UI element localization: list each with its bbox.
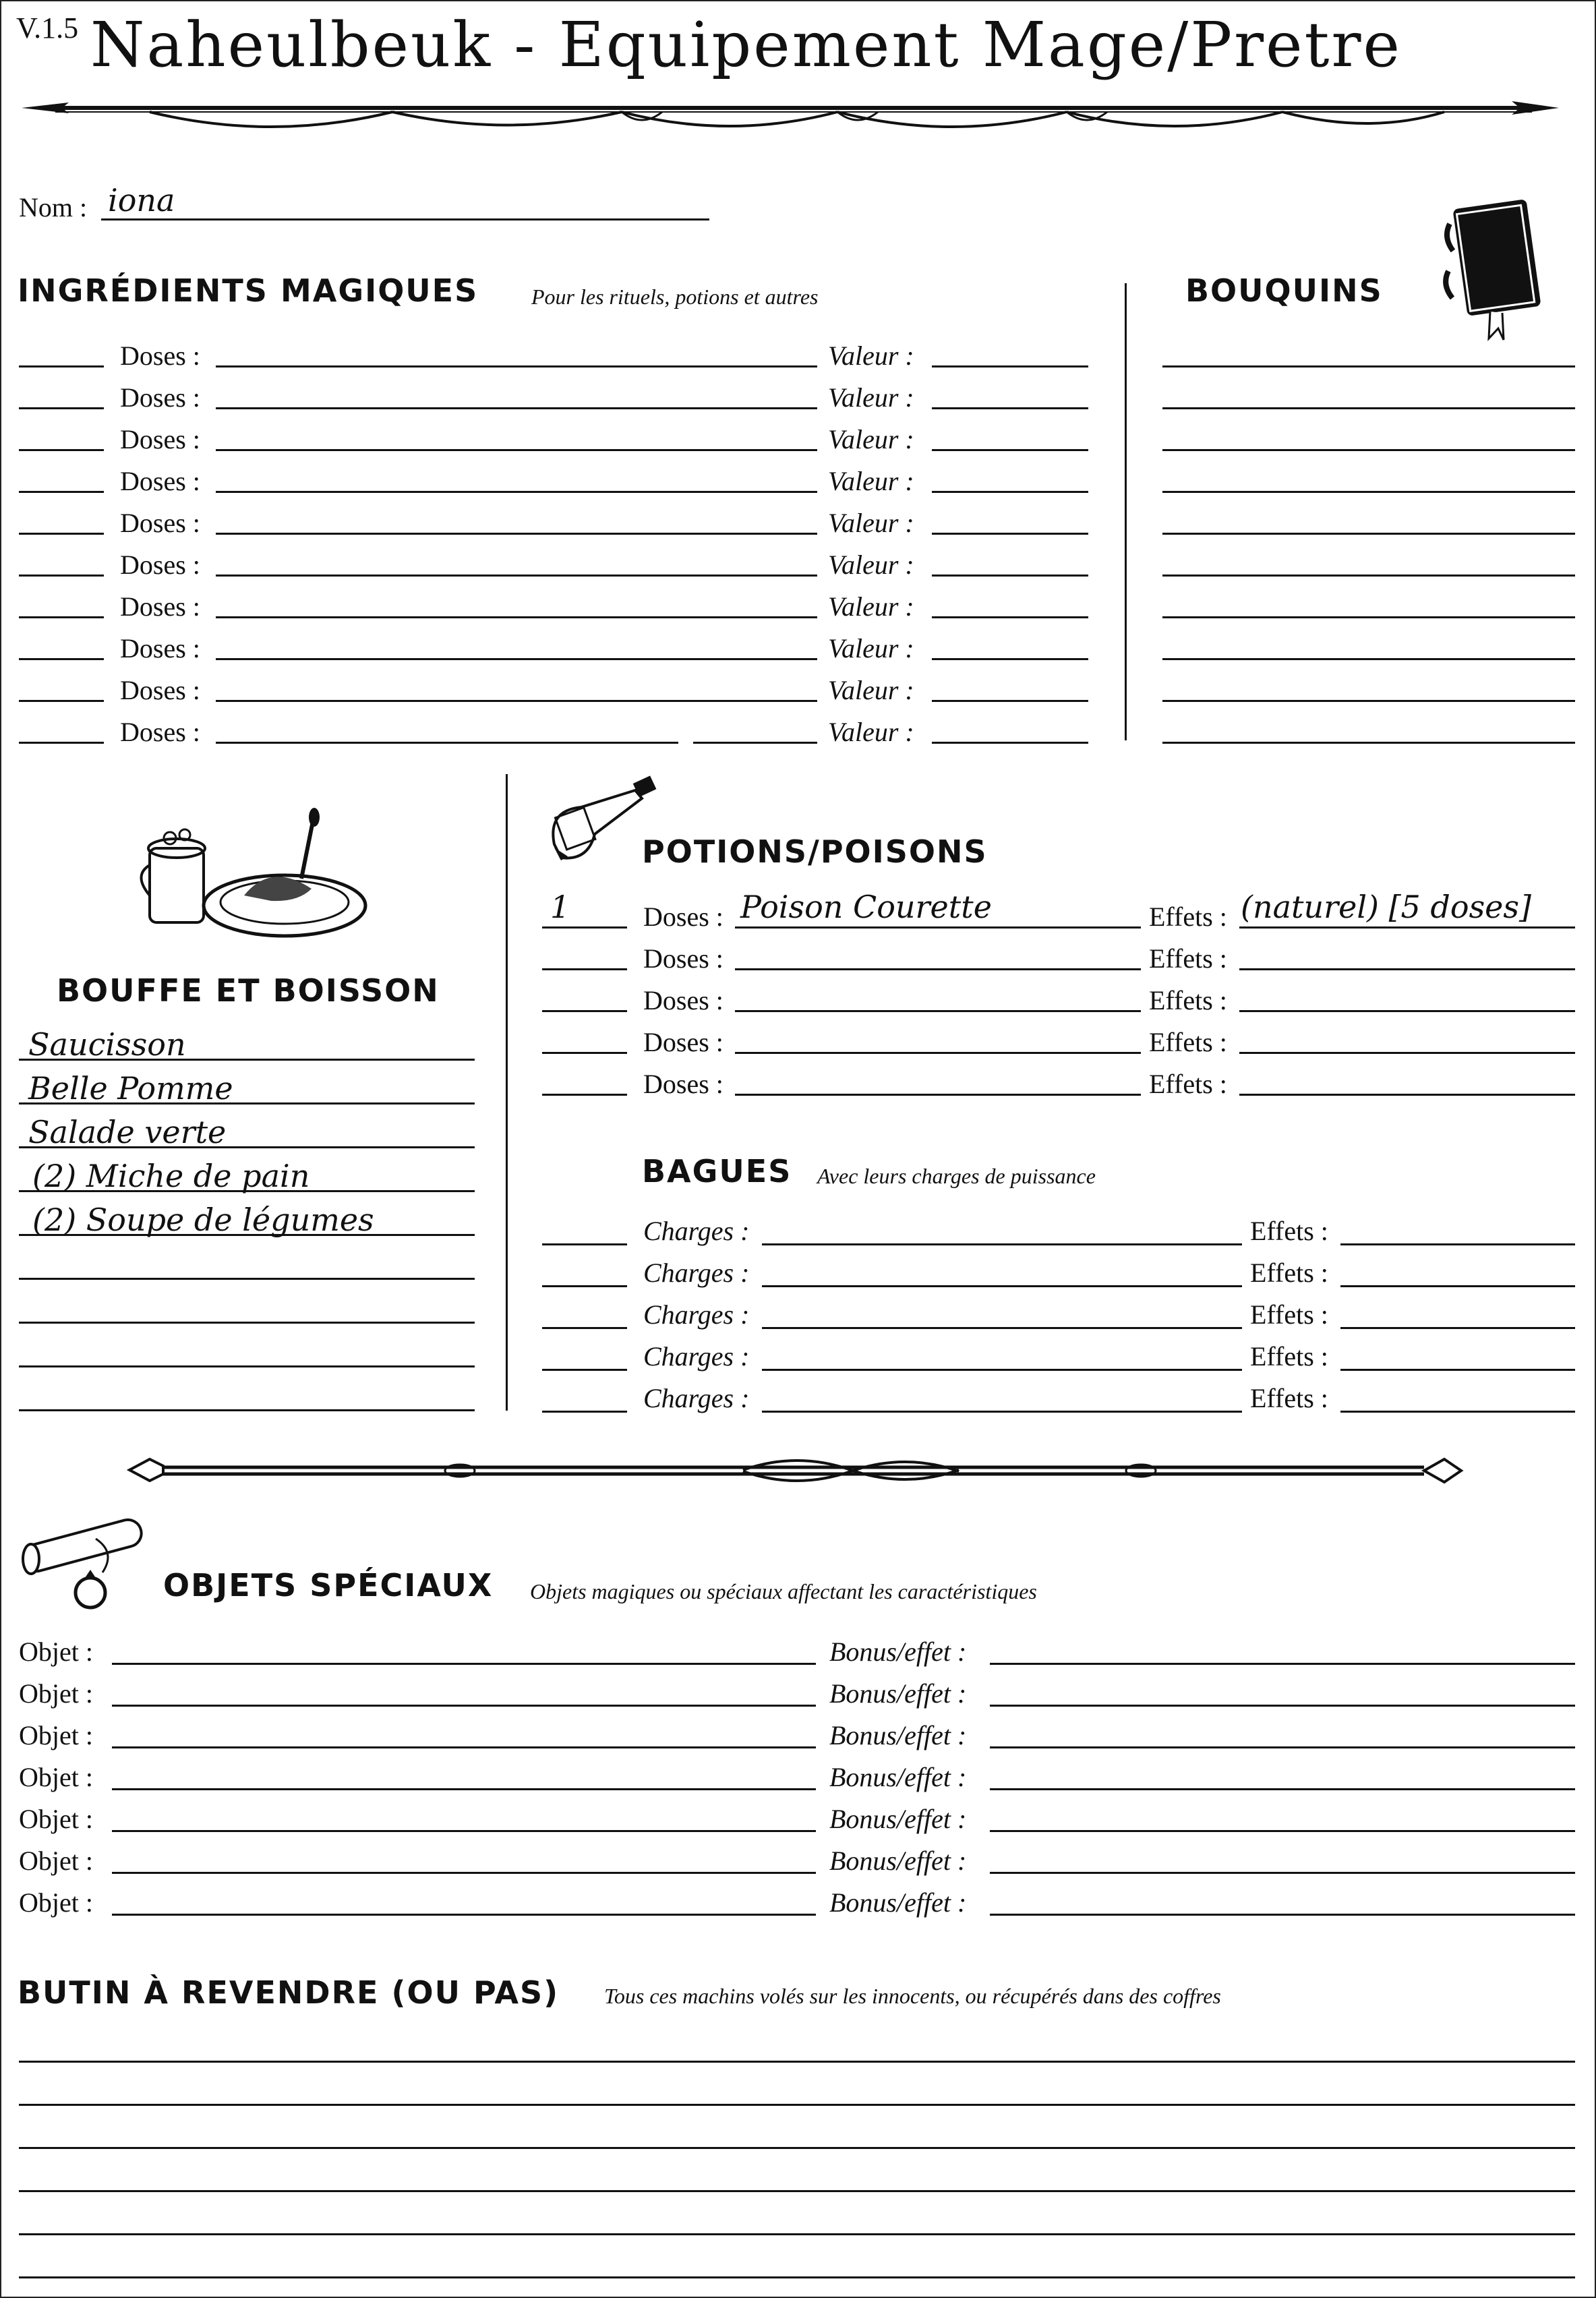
objet-label: Objet : xyxy=(19,1804,93,1834)
effets-label: Effets : xyxy=(1250,1299,1328,1330)
ingredient-qty-line[interactable] xyxy=(19,742,104,744)
bonus-label: Bonus/effet : xyxy=(829,1720,967,1750)
bonus-label: Bonus/effet : xyxy=(829,1887,967,1918)
ingredient-qty-line[interactable] xyxy=(19,533,104,535)
butin-line[interactable] xyxy=(19,2104,1575,2106)
valeur-label: Valeur : xyxy=(828,591,914,622)
valeur-line[interactable] xyxy=(932,449,1088,451)
objet-label: Objet : xyxy=(19,1637,93,1667)
valeur-label: Valeur : xyxy=(828,424,914,454)
potion-name-line[interactable] xyxy=(735,1010,1141,1012)
ingredients-title: INGRÉDIENTS MAGIQUES xyxy=(18,272,479,309)
ingredient-name-line[interactable] xyxy=(216,365,817,367)
charges-label: Charges : xyxy=(643,1216,750,1246)
doses-label: Doses : xyxy=(120,508,200,538)
bague-charges-line[interactable] xyxy=(762,1243,1242,1245)
valeur-line[interactable] xyxy=(932,491,1088,493)
objet-line[interactable] xyxy=(112,1830,816,1832)
potion-qty-line[interactable] xyxy=(542,1010,627,1012)
bouffe-line[interactable] xyxy=(19,1365,475,1367)
bague-charges-line[interactable] xyxy=(762,1411,1242,1413)
ingredient-name-line[interactable] xyxy=(216,407,817,409)
valeur-line[interactable] xyxy=(932,742,1088,744)
bouffe-line[interactable] xyxy=(19,1146,475,1148)
bague-qty-line[interactable] xyxy=(542,1243,627,1245)
ingredient-qty-line[interactable] xyxy=(19,574,104,577)
doses-label: Doses : xyxy=(120,424,200,454)
effets-label: Effets : xyxy=(1149,902,1227,932)
bouffe-line[interactable] xyxy=(19,1409,475,1411)
valeur-label: Valeur : xyxy=(828,717,914,747)
ingredient-qty-line[interactable] xyxy=(19,491,104,493)
ingredient-name-line[interactable] xyxy=(216,616,817,618)
ingredient-name-line[interactable] xyxy=(216,700,817,702)
butin-line[interactable] xyxy=(19,2276,1575,2278)
effets-label: Effets : xyxy=(1149,1069,1227,1099)
potion-qty-line[interactable] xyxy=(542,968,627,970)
objet-line[interactable] xyxy=(112,1788,816,1790)
doses-label: Doses : xyxy=(120,717,200,747)
charges-label: Charges : xyxy=(643,1299,750,1330)
charges-label: Charges : xyxy=(643,1258,750,1288)
ingredient-name-line[interactable] xyxy=(216,449,817,451)
bonus-line[interactable] xyxy=(990,1705,1575,1707)
valeur-line[interactable] xyxy=(932,616,1088,618)
book-icon xyxy=(1436,197,1544,345)
butin-line[interactable] xyxy=(19,2190,1575,2192)
potion-effect-line[interactable] xyxy=(1239,1010,1575,1012)
bouffe-item[interactable]: Belle Pomme xyxy=(28,1070,233,1107)
doses-label: Doses : xyxy=(643,1069,723,1099)
food-plate-icon xyxy=(136,801,379,943)
bonus-label: Bonus/effet : xyxy=(829,1637,967,1667)
potion-effect-line[interactable] xyxy=(1239,1094,1575,1096)
ingredient-name-line[interactable] xyxy=(693,742,817,744)
bonus-label: Bonus/effet : xyxy=(829,1846,967,1876)
bouffe-item[interactable]: Salade verte xyxy=(28,1114,227,1150)
ingredient-name-line[interactable] xyxy=(216,574,817,577)
doses-label: Doses : xyxy=(120,341,200,371)
doses-label: Doses : xyxy=(120,675,200,705)
potion-qty-line[interactable] xyxy=(542,1052,627,1054)
bouffe-item[interactable]: (2) Miche de pain xyxy=(32,1158,310,1194)
name-label: Nom : xyxy=(19,192,88,223)
butin-title: BUTIN À REVENDRE (OU PAS) xyxy=(18,1974,560,2011)
potion-name-line[interactable] xyxy=(735,1094,1141,1096)
ingredients-subtitle: Pour les rituels, potions et autres xyxy=(531,285,819,309)
bague-qty-line[interactable] xyxy=(542,1327,627,1329)
name-line xyxy=(101,218,709,220)
bouffe-line[interactable] xyxy=(19,1190,475,1192)
bouquin-line[interactable] xyxy=(1162,491,1575,493)
bouffe-title: BOUFFE ET BOISSON xyxy=(57,972,440,1009)
objet-line[interactable] xyxy=(112,1872,816,1874)
bague-qty-line[interactable] xyxy=(542,1411,627,1413)
valeur-line[interactable] xyxy=(932,407,1088,409)
bague-qty-line[interactable] xyxy=(542,1369,627,1371)
bouffe-line[interactable] xyxy=(19,1322,475,1324)
doses-label: Doses : xyxy=(120,550,200,580)
column-divider xyxy=(1125,283,1127,740)
bouquin-line[interactable] xyxy=(1162,658,1575,660)
bague-qty-line[interactable] xyxy=(542,1285,627,1287)
valeur-label: Valeur : xyxy=(828,382,914,413)
bague-effect-line[interactable] xyxy=(1340,1327,1575,1329)
effets-label: Effets : xyxy=(1250,1341,1328,1372)
objets-title: OBJETS SPÉCIAUX xyxy=(163,1567,494,1603)
valeur-line[interactable] xyxy=(932,365,1088,367)
valeur-label: Valeur : xyxy=(828,550,914,580)
objets-subtitle: Objets magiques ou spéciaux affectant les caractéristiques xyxy=(530,1579,1037,1603)
bouquin-line[interactable] xyxy=(1162,616,1575,618)
objet-line[interactable] xyxy=(112,1746,816,1748)
potions-title: POTIONS/POISONS xyxy=(642,833,988,870)
bague-effect-line[interactable] xyxy=(1340,1369,1575,1371)
bonus-line[interactable] xyxy=(990,1788,1575,1790)
doses-label: Doses : xyxy=(120,466,200,496)
name-value[interactable]: iona xyxy=(108,182,175,218)
effets-label: Effets : xyxy=(1250,1383,1328,1413)
potion-effect-line[interactable] xyxy=(1239,968,1575,970)
bonus-line[interactable] xyxy=(990,1872,1575,1874)
bonus-line[interactable] xyxy=(990,1746,1575,1748)
potion-name-line[interactable] xyxy=(735,926,1141,929)
butin-line[interactable] xyxy=(19,2147,1575,2149)
bonus-label: Bonus/effet : xyxy=(829,1678,967,1709)
valeur-label: Valeur : xyxy=(828,341,914,371)
bouquin-line[interactable] xyxy=(1162,365,1575,367)
valeur-line[interactable] xyxy=(932,658,1088,660)
effets-label: Effets : xyxy=(1250,1258,1328,1288)
effets-label: Effets : xyxy=(1250,1216,1328,1246)
food-divider xyxy=(506,774,508,1411)
bague-effect-line[interactable] xyxy=(1340,1285,1575,1287)
objet-label: Objet : xyxy=(19,1887,93,1918)
version-label: V.1.5 xyxy=(16,11,79,45)
bague-charges-line[interactable] xyxy=(762,1285,1242,1287)
effets-label: Effets : xyxy=(1149,943,1227,974)
objet-label: Objet : xyxy=(19,1846,93,1876)
bouquin-line[interactable] xyxy=(1162,574,1575,577)
bouffe-item[interactable]: (2) Soupe de légumes xyxy=(32,1202,374,1238)
potion-name-line[interactable] xyxy=(735,968,1141,970)
ingredient-name-line[interactable] xyxy=(216,533,817,535)
ingredient-qty-line[interactable] xyxy=(19,616,104,618)
bouquin-line[interactable] xyxy=(1162,407,1575,409)
butin-line[interactable] xyxy=(19,2233,1575,2235)
potion-name[interactable]: Poison Courette xyxy=(740,889,992,925)
bonus-label: Bonus/effet : xyxy=(829,1762,967,1792)
butin-line[interactable] xyxy=(19,2061,1575,2063)
bagues-subtitle: Avec leurs charges de puissance xyxy=(817,1164,1096,1188)
objet-label: Objet : xyxy=(19,1720,93,1750)
bouquin-line[interactable] xyxy=(1162,449,1575,451)
doses-label: Doses : xyxy=(643,902,723,932)
doses-label: Doses : xyxy=(643,1027,723,1057)
potion-effect[interactable]: (naturel) [5 doses] xyxy=(1241,889,1531,925)
staff-divider-icon xyxy=(123,1444,1465,1498)
potion-effect-line[interactable] xyxy=(1239,926,1575,929)
doses-label: Doses : xyxy=(120,591,200,622)
effets-label: Effets : xyxy=(1149,985,1227,1015)
bouquin-line[interactable] xyxy=(1162,700,1575,702)
bonus-line[interactable] xyxy=(990,1830,1575,1832)
valeur-line[interactable] xyxy=(932,574,1088,577)
potion-effect-line[interactable] xyxy=(1239,1052,1575,1054)
objet-label: Objet : xyxy=(19,1678,93,1709)
butin-subtitle: Tous ces machins volés sur les innocents, ou récupérés dans des coffres xyxy=(604,1984,1221,2008)
bouffe-item[interactable]: Saucisson xyxy=(28,1026,186,1063)
potion-qty-line[interactable] xyxy=(542,926,627,929)
bouffe-line[interactable] xyxy=(19,1059,475,1061)
page-title: Naheulbeuk - Equipement Mage/Pretre xyxy=(90,9,1402,81)
effets-label: Effets : xyxy=(1149,1027,1227,1057)
potion-name-line[interactable] xyxy=(735,1052,1141,1054)
valeur-label: Valeur : xyxy=(828,633,914,664)
bagues-title: BAGUES xyxy=(642,1153,792,1189)
bague-effect-line[interactable] xyxy=(1340,1243,1575,1245)
objet-line[interactable] xyxy=(112,1705,816,1707)
scroll-ring-icon xyxy=(15,1512,156,1613)
ingredient-qty-line[interactable] xyxy=(19,449,104,451)
objet-label: Objet : xyxy=(19,1762,93,1792)
bonus-line[interactable] xyxy=(990,1914,1575,1916)
ingredient-qty-line[interactable] xyxy=(19,407,104,409)
bouquin-line[interactable] xyxy=(1162,533,1575,535)
valeur-label: Valeur : xyxy=(828,675,914,705)
objet-line[interactable] xyxy=(112,1663,816,1665)
doses-label: Doses : xyxy=(120,633,200,664)
ingredient-name-line[interactable] xyxy=(216,658,817,660)
bouffe-line[interactable] xyxy=(19,1278,475,1280)
potion-qty[interactable]: 1 xyxy=(550,889,570,925)
spear-divider-icon xyxy=(15,88,1566,148)
doses-label: Doses : xyxy=(643,985,723,1015)
charges-label: Charges : xyxy=(643,1383,750,1413)
bouquins-title: BOUQUINS xyxy=(1185,272,1383,309)
potion-qty-line[interactable] xyxy=(542,1094,627,1096)
ingredient-qty-line[interactable] xyxy=(19,700,104,702)
bonus-line[interactable] xyxy=(990,1663,1575,1665)
ingredient-qty-line[interactable] xyxy=(19,658,104,660)
bague-charges-line[interactable] xyxy=(762,1327,1242,1329)
ingredient-name-line[interactable] xyxy=(216,742,678,744)
valeur-line[interactable] xyxy=(932,700,1088,702)
doses-label: Doses : xyxy=(643,943,723,974)
doses-label: Doses : xyxy=(120,382,200,413)
bouquin-line[interactable] xyxy=(1162,742,1575,744)
charges-label: Charges : xyxy=(643,1341,750,1372)
ingredient-name-line[interactable] xyxy=(216,491,817,493)
bouffe-line[interactable] xyxy=(19,1234,475,1236)
objet-line[interactable] xyxy=(112,1914,816,1916)
bague-effect-line[interactable] xyxy=(1340,1411,1575,1413)
bonus-label: Bonus/effet : xyxy=(829,1804,967,1834)
ingredient-qty-line[interactable] xyxy=(19,365,104,367)
bague-charges-line[interactable] xyxy=(762,1369,1242,1371)
valeur-label: Valeur : xyxy=(828,466,914,496)
valeur-line[interactable] xyxy=(932,533,1088,535)
valeur-label: Valeur : xyxy=(828,508,914,538)
bouffe-line[interactable] xyxy=(19,1102,475,1104)
